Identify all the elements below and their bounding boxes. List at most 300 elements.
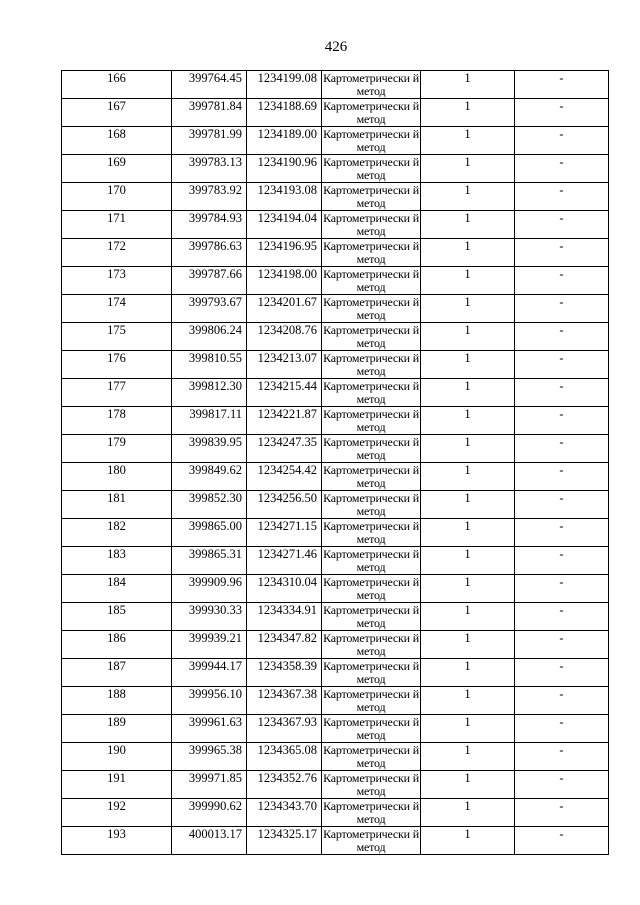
accuracy-cell [421, 463, 515, 491]
y-coordinate-cell [247, 715, 322, 743]
note-value: - [559, 183, 564, 197]
method-text: Картометрически й метод [323, 799, 419, 826]
note-value: - [559, 799, 564, 813]
point-number: 186 [107, 631, 126, 645]
note-cell [515, 715, 609, 743]
note-cell [515, 687, 609, 715]
method-cell [322, 211, 421, 239]
accuracy-value: 1 [464, 715, 471, 729]
point-number-cell [62, 239, 172, 267]
y-coordinate: 1234271.15 [257, 519, 317, 533]
method-cell [322, 575, 421, 603]
note-cell [515, 407, 609, 435]
y-coordinate: 1234358.39 [257, 659, 317, 673]
table-row [62, 155, 609, 183]
note-value: - [559, 827, 564, 841]
x-coordinate-cell [172, 575, 247, 603]
note-value: - [559, 295, 564, 309]
table-row [62, 715, 609, 743]
accuracy-value: 1 [464, 407, 471, 421]
x-coordinate-cell [172, 155, 247, 183]
method-text: Картометрически й метод [323, 155, 419, 182]
note-value: - [559, 463, 564, 477]
x-coordinate: 399781.84 [188, 99, 242, 113]
x-coordinate: 399909.96 [188, 575, 242, 589]
x-coordinate-cell [172, 211, 247, 239]
method-text: Картометрически й метод [323, 519, 419, 546]
accuracy-cell [421, 71, 515, 99]
y-coordinate: 1234194.04 [257, 211, 317, 225]
method-cell [322, 407, 421, 435]
x-coordinate-cell [172, 827, 247, 855]
y-coordinate: 1234271.46 [257, 547, 317, 561]
point-number-cell [62, 267, 172, 295]
accuracy-value: 1 [464, 379, 471, 393]
table-row [62, 659, 609, 687]
y-coordinate: 1234365.08 [257, 743, 317, 757]
y-coordinate-cell [247, 155, 322, 183]
x-coordinate: 399865.31 [188, 547, 242, 561]
method-text: Картометрически й метод [323, 631, 419, 658]
method-cell [322, 183, 421, 211]
note-value: - [559, 71, 564, 85]
y-coordinate-cell [247, 631, 322, 659]
x-coordinate-cell [172, 603, 247, 631]
x-coordinate-cell [172, 407, 247, 435]
accuracy-value: 1 [464, 743, 471, 757]
y-coordinate-cell [247, 519, 322, 547]
y-coordinate-cell [247, 379, 322, 407]
accuracy-value: 1 [464, 127, 471, 141]
accuracy-value: 1 [464, 99, 471, 113]
accuracy-cell [421, 631, 515, 659]
y-coordinate-cell [247, 463, 322, 491]
note-value: - [559, 155, 564, 169]
accuracy-cell [421, 155, 515, 183]
method-text: Картометрически й метод [323, 687, 419, 714]
note-value: - [559, 127, 564, 141]
accuracy-cell [421, 407, 515, 435]
method-cell [322, 239, 421, 267]
x-coordinate: 399965.38 [188, 743, 242, 757]
accuracy-cell [421, 715, 515, 743]
y-coordinate-cell [247, 127, 322, 155]
table-row [62, 99, 609, 127]
note-cell [515, 435, 609, 463]
accuracy-cell [421, 799, 515, 827]
accuracy-value: 1 [464, 575, 471, 589]
note-cell [515, 155, 609, 183]
table-row [62, 491, 609, 519]
point-number: 185 [107, 603, 126, 617]
y-coordinate-cell [247, 351, 322, 379]
point-number-cell [62, 155, 172, 183]
point-number: 184 [107, 575, 126, 589]
table-row [62, 743, 609, 771]
x-coordinate-cell [172, 183, 247, 211]
y-coordinate-cell [247, 239, 322, 267]
note-value: - [559, 239, 564, 253]
note-cell [515, 463, 609, 491]
x-coordinate: 399939.21 [188, 631, 242, 645]
x-coordinate: 399990.62 [188, 799, 242, 813]
y-coordinate: 1234213.07 [257, 351, 317, 365]
point-number: 191 [107, 771, 126, 785]
method-cell [322, 463, 421, 491]
point-number: 166 [107, 71, 126, 85]
y-coordinate: 1234310.04 [257, 575, 317, 589]
method-cell [322, 547, 421, 575]
y-coordinate-cell [247, 183, 322, 211]
method-text: Картометрически й метод [323, 743, 419, 770]
y-coordinate-cell [247, 71, 322, 99]
point-number-cell [62, 827, 172, 855]
note-cell [515, 267, 609, 295]
point-number: 192 [107, 799, 126, 813]
y-coordinate: 1234199.08 [257, 71, 317, 85]
method-text: Картометрически й метод [323, 659, 419, 686]
method-text: Картометрически й метод [323, 491, 419, 518]
point-number: 183 [107, 547, 126, 561]
note-cell [515, 295, 609, 323]
accuracy-cell [421, 491, 515, 519]
x-coordinate: 399849.62 [188, 463, 242, 477]
x-coordinate: 399793.67 [188, 295, 242, 309]
x-coordinate-cell [172, 743, 247, 771]
y-coordinate: 1234343.70 [257, 799, 317, 813]
method-cell [322, 351, 421, 379]
note-value: - [559, 659, 564, 673]
table-row [62, 547, 609, 575]
method-cell [322, 799, 421, 827]
accuracy-cell [421, 99, 515, 127]
table-row [62, 183, 609, 211]
y-coordinate-cell [247, 491, 322, 519]
method-text: Картометрически й метод [323, 827, 419, 854]
point-number: 173 [107, 267, 126, 281]
method-text: Картометрически й метод [323, 575, 419, 602]
accuracy-value: 1 [464, 211, 471, 225]
point-number-cell [62, 99, 172, 127]
note-value: - [559, 715, 564, 729]
accuracy-value: 1 [464, 771, 471, 785]
note-cell [515, 99, 609, 127]
accuracy-value: 1 [464, 463, 471, 477]
y-coordinate: 1234201.67 [257, 295, 317, 309]
y-coordinate: 1234367.38 [257, 687, 317, 701]
point-number: 170 [107, 183, 126, 197]
y-coordinate: 1234367.93 [257, 715, 317, 729]
method-text: Картометрически й метод [323, 435, 419, 462]
table-row [62, 211, 609, 239]
coordinates-table [61, 70, 609, 855]
point-number: 177 [107, 379, 126, 393]
table-row [62, 239, 609, 267]
x-coordinate: 399839.95 [188, 435, 242, 449]
point-number-cell [62, 659, 172, 687]
table-row [62, 127, 609, 155]
note-value: - [559, 519, 564, 533]
x-coordinate: 399783.13 [188, 155, 242, 169]
x-coordinate-cell [172, 127, 247, 155]
table-row [62, 407, 609, 435]
point-number: 174 [107, 295, 126, 309]
table-row [62, 603, 609, 631]
point-number-cell [62, 799, 172, 827]
accuracy-value: 1 [464, 267, 471, 281]
x-coordinate-cell [172, 435, 247, 463]
x-coordinate-cell [172, 323, 247, 351]
table-row [62, 575, 609, 603]
table-row [62, 435, 609, 463]
method-text: Картометрически й метод [323, 295, 419, 322]
point-number-cell [62, 351, 172, 379]
x-coordinate-cell [172, 379, 247, 407]
point-number: 182 [107, 519, 126, 533]
method-cell [322, 155, 421, 183]
y-coordinate-cell [247, 407, 322, 435]
note-cell [515, 491, 609, 519]
table-row [62, 827, 609, 855]
x-coordinate-cell [172, 99, 247, 127]
point-number-cell [62, 743, 172, 771]
accuracy-cell [421, 575, 515, 603]
x-coordinate: 399784.93 [188, 211, 242, 225]
x-coordinate-cell [172, 295, 247, 323]
y-coordinate-cell [247, 211, 322, 239]
y-coordinate-cell [247, 687, 322, 715]
point-number: 189 [107, 715, 126, 729]
accuracy-cell [421, 659, 515, 687]
table-row [62, 687, 609, 715]
y-coordinate-cell [247, 547, 322, 575]
accuracy-value: 1 [464, 687, 471, 701]
y-coordinate-cell [247, 827, 322, 855]
note-cell [515, 575, 609, 603]
x-coordinate: 399781.99 [188, 127, 242, 141]
accuracy-cell [421, 267, 515, 295]
method-text: Картометрически й метод [323, 715, 419, 742]
y-coordinate: 1234352.76 [257, 771, 317, 785]
table-row [62, 351, 609, 379]
note-cell [515, 351, 609, 379]
y-coordinate: 1234189.00 [257, 127, 317, 141]
point-number-cell [62, 575, 172, 603]
x-coordinate-cell [172, 71, 247, 99]
method-text: Картометрически й метод [323, 603, 419, 630]
x-coordinate-cell [172, 799, 247, 827]
x-coordinate: 399930.33 [188, 603, 242, 617]
note-value: - [559, 351, 564, 365]
note-value: - [559, 743, 564, 757]
method-text: Картометрически й метод [323, 183, 419, 210]
y-coordinate-cell [247, 771, 322, 799]
method-cell [322, 715, 421, 743]
note-cell [515, 771, 609, 799]
method-text: Картометрически й метод [323, 239, 419, 266]
accuracy-cell [421, 379, 515, 407]
accuracy-value: 1 [464, 659, 471, 673]
note-cell [515, 631, 609, 659]
note-cell [515, 379, 609, 407]
note-value: - [559, 771, 564, 785]
x-coordinate: 399944.17 [188, 659, 242, 673]
method-cell [322, 323, 421, 351]
method-cell [322, 379, 421, 407]
y-coordinate: 1234347.82 [257, 631, 317, 645]
note-cell [515, 239, 609, 267]
x-coordinate-cell [172, 519, 247, 547]
accuracy-cell [421, 771, 515, 799]
x-coordinate: 399956.10 [188, 687, 242, 701]
table-row [62, 71, 609, 99]
accuracy-cell [421, 183, 515, 211]
x-coordinate: 399786.63 [188, 239, 242, 253]
method-cell [322, 267, 421, 295]
note-value: - [559, 603, 564, 617]
note-cell [515, 127, 609, 155]
table-row [62, 631, 609, 659]
y-coordinate-cell [247, 743, 322, 771]
accuracy-value: 1 [464, 351, 471, 365]
accuracy-value: 1 [464, 631, 471, 645]
x-coordinate: 399961.63 [188, 715, 242, 729]
y-coordinate-cell [247, 575, 322, 603]
point-number: 168 [107, 127, 126, 141]
x-coordinate-cell [172, 631, 247, 659]
method-text: Картометрически й метод [323, 323, 419, 350]
accuracy-value: 1 [464, 519, 471, 533]
note-cell [515, 827, 609, 855]
y-coordinate: 1234247.35 [257, 435, 317, 449]
method-cell [322, 435, 421, 463]
point-number-cell [62, 127, 172, 155]
method-text: Картометрически й метод [323, 211, 419, 238]
note-cell [515, 547, 609, 575]
x-coordinate-cell [172, 715, 247, 743]
table-row [62, 463, 609, 491]
accuracy-value: 1 [464, 183, 471, 197]
method-cell [322, 631, 421, 659]
note-value: - [559, 323, 564, 337]
point-number: 169 [107, 155, 126, 169]
y-coordinate: 1234221.87 [257, 407, 317, 421]
x-coordinate-cell [172, 687, 247, 715]
method-cell [322, 743, 421, 771]
table-row [62, 295, 609, 323]
note-cell [515, 603, 609, 631]
note-value: - [559, 379, 564, 393]
note-cell [515, 211, 609, 239]
y-coordinate-cell [247, 659, 322, 687]
note-value: - [559, 575, 564, 589]
table-row [62, 323, 609, 351]
x-coordinate-cell [172, 267, 247, 295]
point-number-cell [62, 547, 172, 575]
note-cell [515, 659, 609, 687]
method-text: Картометрически й метод [323, 771, 419, 798]
note-cell [515, 71, 609, 99]
point-number: 179 [107, 435, 126, 449]
y-coordinate: 1234208.76 [257, 323, 317, 337]
y-coordinate: 1234334.91 [257, 603, 317, 617]
y-coordinate-cell [247, 267, 322, 295]
point-number: 178 [107, 407, 126, 421]
x-coordinate: 400013.17 [188, 827, 242, 841]
note-cell [515, 743, 609, 771]
coordinates-table-body [62, 71, 609, 855]
table-row [62, 799, 609, 827]
method-text: Картометрически й метод [323, 379, 419, 406]
method-cell [322, 519, 421, 547]
y-coordinate-cell [247, 99, 322, 127]
point-number-cell [62, 435, 172, 463]
method-cell [322, 687, 421, 715]
method-cell [322, 99, 421, 127]
method-text: Картометрически й метод [323, 71, 419, 98]
x-coordinate-cell [172, 239, 247, 267]
point-number-cell [62, 715, 172, 743]
method-text: Картометрически й метод [323, 463, 419, 490]
point-number: 190 [107, 743, 126, 757]
note-cell [515, 183, 609, 211]
accuracy-cell [421, 547, 515, 575]
note-value: - [559, 491, 564, 505]
point-number: 171 [107, 211, 126, 225]
x-coordinate: 399971.85 [188, 771, 242, 785]
y-coordinate: 1234196.95 [257, 239, 317, 253]
accuracy-cell [421, 127, 515, 155]
method-text: Картометрически й метод [323, 267, 419, 294]
method-text: Картометрически й метод [323, 99, 419, 126]
x-coordinate-cell [172, 463, 247, 491]
accuracy-cell [421, 827, 515, 855]
method-cell [322, 827, 421, 855]
note-value: - [559, 407, 564, 421]
x-coordinate: 399812.30 [188, 379, 242, 393]
point-number-cell [62, 463, 172, 491]
accuracy-value: 1 [464, 827, 471, 841]
y-coordinate: 1234193.08 [257, 183, 317, 197]
y-coordinate-cell [247, 799, 322, 827]
accuracy-cell [421, 687, 515, 715]
point-number: 180 [107, 463, 126, 477]
point-number: 193 [107, 827, 126, 841]
table-row [62, 267, 609, 295]
y-coordinate-cell [247, 603, 322, 631]
note-cell [515, 519, 609, 547]
y-coordinate-cell [247, 295, 322, 323]
table-row [62, 379, 609, 407]
note-cell [515, 323, 609, 351]
accuracy-value: 1 [464, 603, 471, 617]
accuracy-value: 1 [464, 295, 471, 309]
note-value: - [559, 687, 564, 701]
method-text: Картометрически й метод [323, 351, 419, 378]
point-number: 188 [107, 687, 126, 701]
y-coordinate-cell [247, 435, 322, 463]
accuracy-value: 1 [464, 155, 471, 169]
method-cell [322, 295, 421, 323]
method-text: Картометрически й метод [323, 547, 419, 574]
accuracy-cell [421, 211, 515, 239]
method-cell [322, 659, 421, 687]
accuracy-value: 1 [464, 71, 471, 85]
accuracy-value: 1 [464, 547, 471, 561]
point-number-cell [62, 295, 172, 323]
point-number-cell [62, 631, 172, 659]
x-coordinate: 399817.11 [189, 407, 242, 421]
